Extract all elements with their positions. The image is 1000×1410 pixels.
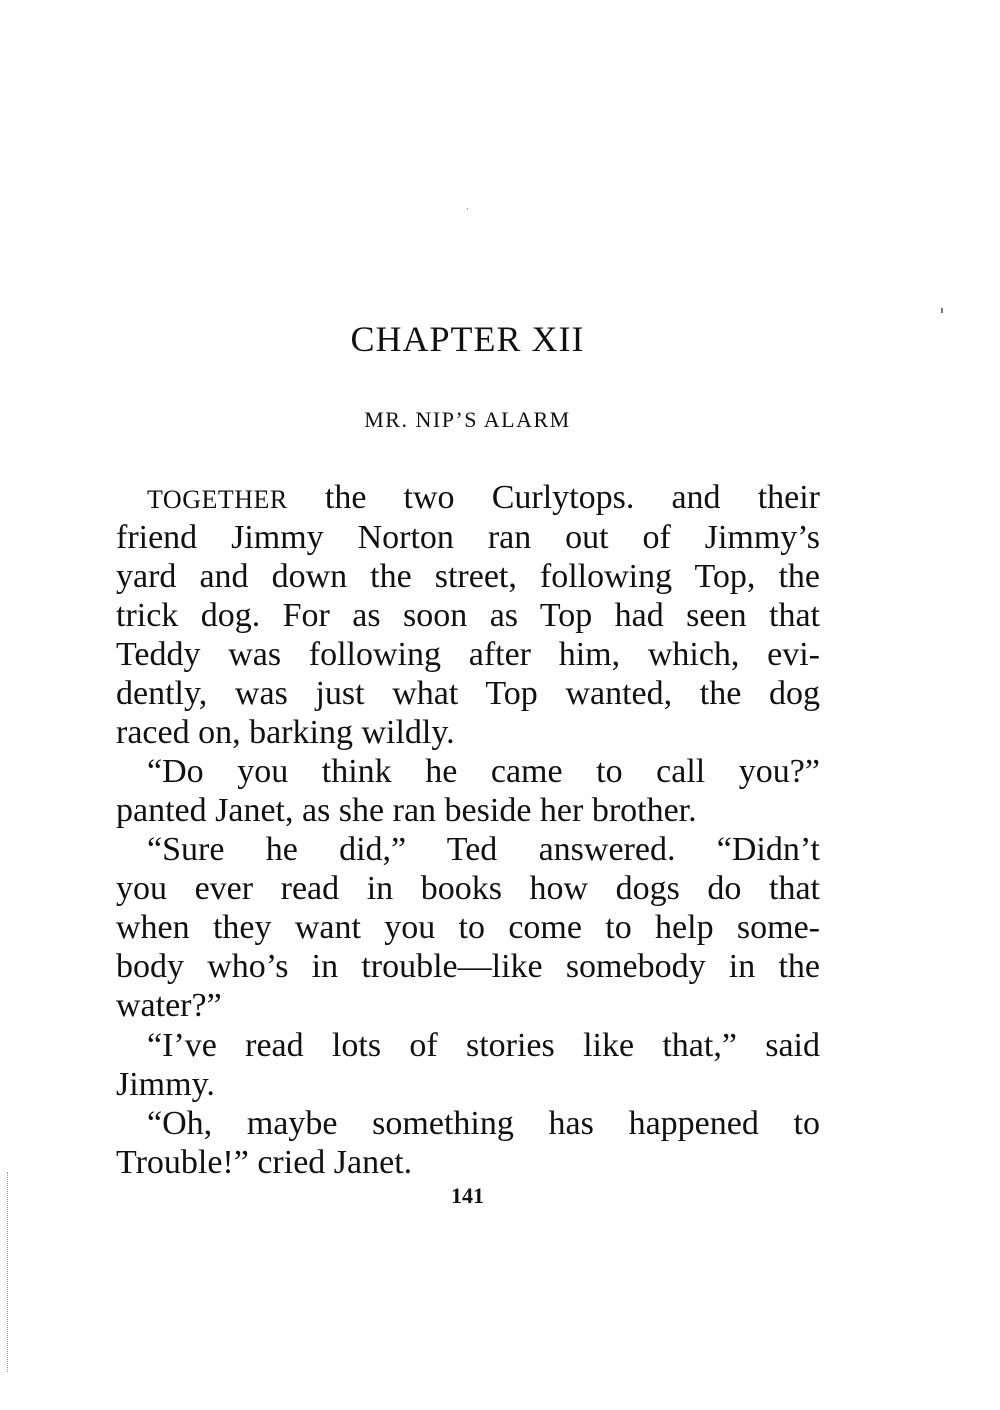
paragraph-4-line-1: “I’ve read lots of stories like that,” said	[147, 1027, 820, 1064]
paragraph-3-line-1: “Sure he did,” Ted answered. “Didn’t	[147, 831, 820, 868]
paragraph-1-line-2: friend Jimmy Norton ran out of Jimmy’s	[116, 519, 820, 556]
paragraph-1-line-5: Teddy was following after him, which, evi-	[116, 636, 820, 673]
chapter-title: MR. NIP’S ALARM	[364, 407, 571, 432]
paragraph-1-line-1-text: the two Curlytops. and their	[287, 479, 820, 516]
paragraph-3-line-4: body who’s in trouble—like somebody in the	[116, 948, 820, 985]
paragraph-3-line-5: water?”	[116, 987, 222, 1024]
paragraph-5-line-1: “Oh, maybe something has happened to	[147, 1105, 820, 1142]
paragraph-4-line-2: Jimmy.	[116, 1066, 215, 1103]
paragraph-3-line-3: when they want you to come to help some-	[116, 909, 820, 946]
chapter-number: CHAPTER XII	[350, 319, 585, 359]
paragraph-5-line-2: Trouble!” cried Janet.	[116, 1144, 413, 1181]
paragraph-2-line-1: “Do you think he came to call you?”	[147, 753, 820, 790]
margin-dotted-line	[7, 1172, 9, 1372]
page-number: 141	[451, 1183, 484, 1208]
paragraph-1-line-4: trick dog. For as soon as Top had seen that	[116, 597, 820, 634]
scan-speck	[941, 308, 943, 313]
paragraph-3-line-2: you ever read in books how dogs do that	[116, 870, 820, 907]
paragraph-2-line-2: panted Janet, as she ran beside her brother.	[116, 792, 697, 829]
paragraph-1-line-6: dently, was just what Top wanted, the dog	[116, 675, 820, 712]
scan-speck	[467, 208, 468, 209]
paragraph-1-line-3: yard and down the street, following Top, the	[116, 558, 820, 595]
paragraph-1-line-1	[147, 478, 820, 518]
lead-word: TOGETHER	[147, 485, 288, 514]
paragraph-1-line-7: raced on, barking wildly.	[116, 714, 455, 751]
